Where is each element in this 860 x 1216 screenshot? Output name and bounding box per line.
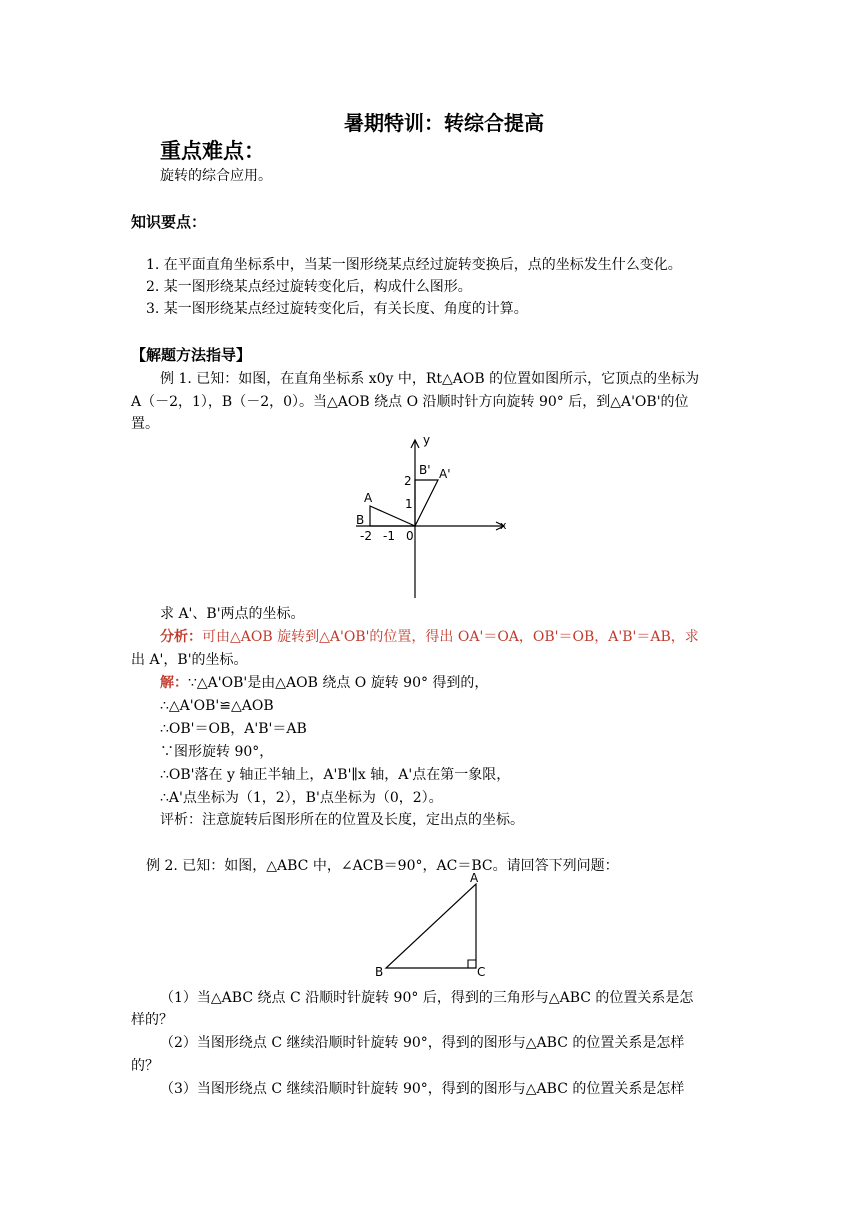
point-b-label: B (375, 965, 384, 979)
knowledge-item-3: 3. 某一图形绕某点经过旋转变化后，有关长度、角度的计算。 (146, 301, 528, 317)
method-heading: 【解题方法指导】 (131, 346, 252, 364)
tick-y-2: 2 (404, 474, 412, 488)
analysis-label: 分析： (160, 629, 202, 645)
point-a-prime-label: A' (439, 467, 451, 481)
triangle-abc (386, 884, 476, 968)
knowledge-item-2: 2. 某一图形绕某点经过旋转变化后，构成什么图形。 (146, 279, 472, 295)
point-b-prime-label: B' (419, 463, 431, 477)
ex1-question: 求 A'、B'两点的坐标。 (160, 606, 305, 622)
point-a-label: A (470, 871, 479, 885)
page-title: 暑期特训：转综合提高 (344, 111, 544, 135)
tick-x-minus-2: -2 (360, 529, 372, 543)
ex2-q1-line-2: 样的？ (131, 1012, 173, 1028)
ex1-solution-line-5: ∴OB'落在 y 轴正半轴上，A'B'∥x 轴，A'点在第一象限， (160, 767, 511, 783)
solution-text-1: ∵△A'OB'是由△AOB 绕点 O 旋转 90° 得到的， (188, 675, 489, 691)
ex2-triangle-figure (372, 870, 492, 982)
ex1-solution-line-6: ∴A'点坐标为（1，2），B'点坐标为（0，2）。 (160, 790, 443, 806)
ex1-analysis-line-1 (160, 627, 699, 648)
analysis-text: 可由△AOB 旋转到△A'OB'的位置，得出 OA'＝OA，OB'＝OB，A'B'＝AB，求 (202, 629, 699, 645)
y-axis-label: y (423, 433, 431, 447)
knowledge-item-1: 1. 在平面直角坐标系中，当某一图形绕某点经过旋转变换后，点的坐标发生什么变化。 (146, 257, 682, 273)
tick-x-origin: 0 (406, 529, 414, 543)
ex1-solution-line-4: ∵图形旋转 90°， (160, 744, 274, 760)
tick-y-1: 1 (405, 497, 413, 511)
ex1-line-3: 置。 (131, 416, 159, 432)
ex2-q1-line-1: （1）当△ABC 绕点 C 沿顺时针旋转 90° 后，得到的三角形与△ABC 的位置关系是怎 (160, 990, 694, 1006)
key-points-text: 旋转的综合应用。 (160, 168, 272, 184)
ex1-line-2: A（－2，1），B（－2，0）。当△AOB 绕点 O 沿顺时针方向旋转 90° 后，到△A'OB'的位 (131, 394, 689, 410)
ex2-line-1: 例 2. 已知：如图，△ABC 中，∠ACB＝90°，AC＝BC。请回答下列问题： (146, 858, 619, 874)
x-axis-label: x (500, 519, 507, 532)
ex2-q2-line-1: （2）当图形绕点 C 继续沿顺时针旋转 90°，得到的图形与△ABC 的位置关系是怎样 (160, 1035, 685, 1051)
ex1-coordinate-figure (350, 432, 520, 602)
ex1-comment: 评析：注意旋转后图形所在的位置及长度，定出点的坐标。 (160, 812, 524, 828)
point-b-label: B (356, 513, 365, 527)
ex1-analysis-line-2: 出 A'，B'的坐标。 (131, 652, 248, 668)
triangle-a2ob2 (415, 480, 438, 526)
tick-x-minus-1: -1 (383, 529, 395, 543)
point-a-label: A (364, 491, 373, 505)
right-angle-mark (468, 960, 476, 968)
ex1-solution-line-1 (160, 673, 488, 694)
ex2-q3-line-1: （3）当图形绕点 C 继续沿顺时针旋转 90°，得到的图形与△ABC 的位置关系是怎样 (160, 1081, 685, 1097)
point-c-label: C (477, 965, 486, 979)
ex1-line-1: 例 1. 已知：如图，在直角坐标系 x0y 中，Rt△AOB 的位置如图所示，它顶点的坐标为 (160, 371, 700, 387)
knowledge-heading: 知识要点： (131, 213, 207, 231)
ex1-solution-line-2: ∴△A'OB'≌△AOB (160, 698, 274, 714)
solution-label: 解： (160, 675, 188, 691)
ex1-solution-line-3: ∴OB'＝OB，A'B'＝AB (160, 721, 307, 737)
ex2-q2-line-2: 的？ (131, 1058, 159, 1074)
key-points-heading: 重点难点： (160, 138, 265, 163)
